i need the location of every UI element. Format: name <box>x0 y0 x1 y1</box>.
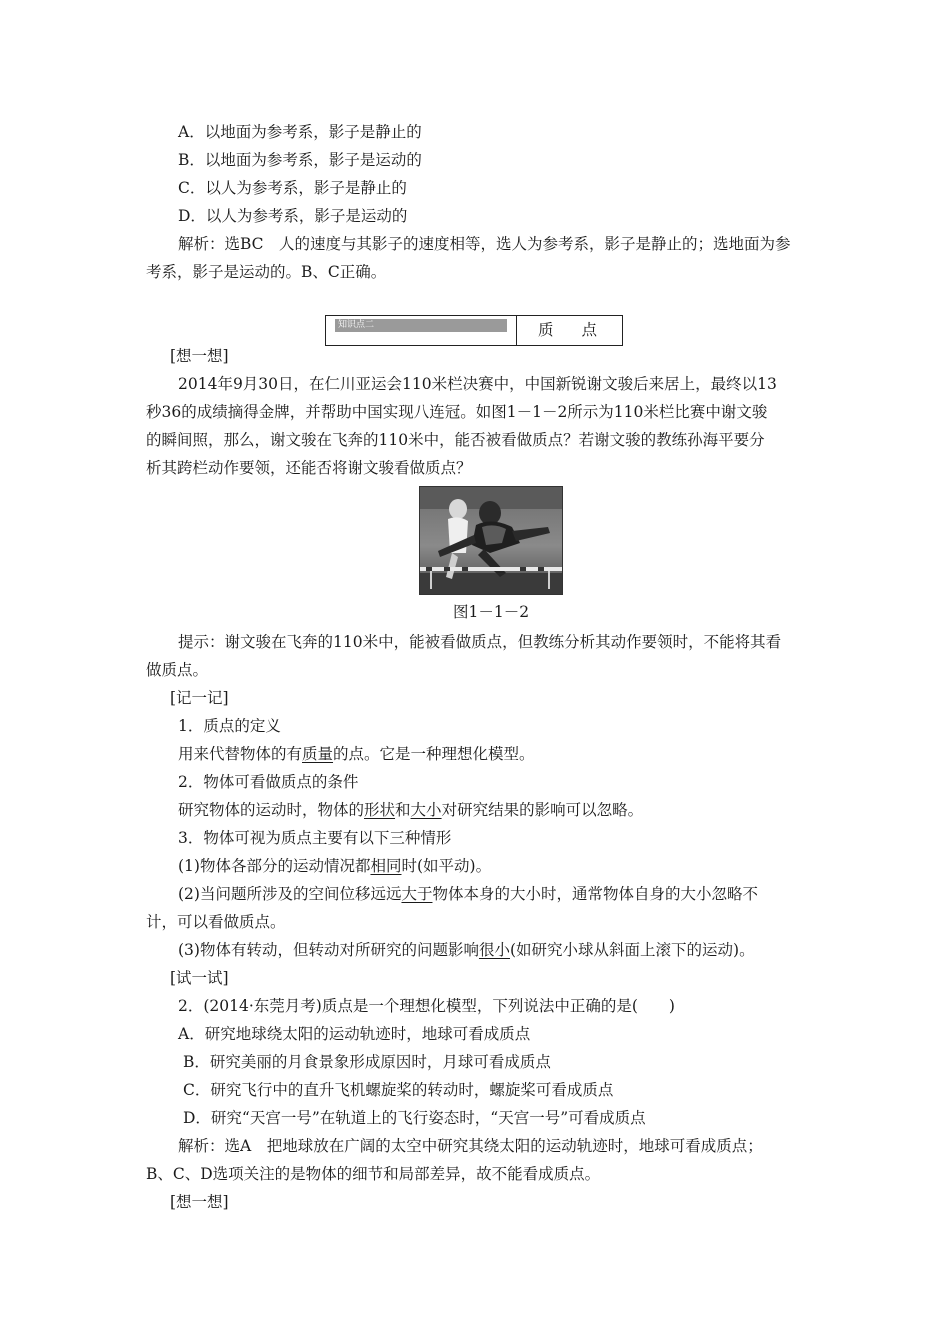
hint-line: 提示：谢文骏在飞奔的110米中，能被看做质点，但教练分析其动作要领时，不能将其看 <box>178 633 782 651</box>
underlined-term: 很小 <box>478 941 510 959</box>
answer-explanation: 解析：选A 把地球放在广阔的太空中研究其绕太阳的运动轨迹时，地球可看成质点； <box>178 1137 763 1155</box>
underlined-term: 相同 <box>370 857 402 875</box>
question-stem: 2．(2014·东莞月考)质点是一个理想化模型，下列说法中正确的是( ) <box>178 997 675 1015</box>
section-try: [试一试] <box>170 969 229 987</box>
definition-line: 用来代替物体的有质量的点。它是一种理想化模型。 <box>178 745 535 763</box>
paragraph-line: 2014年9月30日，在仁川亚运会110米栏决赛中，中国新锐谢文骏后来居上，最终以13 <box>178 375 777 393</box>
knowledge-point-tag: 知识点二 <box>335 319 507 332</box>
option-a: A．以地面为参考系，影子是静止的 <box>178 123 422 141</box>
subheading: 3．物体可视为质点主要有以下三种情形 <box>178 829 452 847</box>
option-d: D．研究“天宫一号”在轨道上的飞行姿态时，“天宫一号”可看成质点 <box>183 1109 646 1127</box>
section-think: [想一想] <box>170 1193 229 1211</box>
option-c: C．研究飞行中的直升飞机螺旋桨的转动时，螺旋桨可看成质点 <box>183 1081 614 1099</box>
answer-explanation: 解析：选BC 人的速度与其影子的速度相等，选人为参考系，影子是静止的；选地面为参 <box>178 235 791 253</box>
condition-line: 研究物体的运动时，物体的形状和大小对研究结果的影响可以忽略。 <box>178 801 644 819</box>
answer-explanation-cont: B、C、D选项关注的是物体的细节和局部差异，故不能看成质点。 <box>146 1165 601 1183</box>
paragraph-line: 秒36的成绩摘得金牌，并帮助中国实现八连冠。如图1－1－2所示为110米栏比赛中谢文骏 <box>146 403 768 421</box>
option-d: D．以人为参考系，影子是运动的 <box>178 207 408 225</box>
knowledge-point-header <box>325 315 626 346</box>
subheading: 2．物体可看做质点的条件 <box>178 773 359 791</box>
case-line: (3)物体有转动，但转动对所研究的问题影响很小(如研究小球从斜面上滚下的运动)。 <box>178 941 755 959</box>
paragraph-line: 析其跨栏动作要领，还能否将谢文骏看做质点？ <box>146 459 472 477</box>
subheading: 1．质点的定义 <box>178 717 281 735</box>
case-line-cont: 计，可以看做质点。 <box>146 913 286 931</box>
case-line: (2)当问题所涉及的空间位移远远大于物体本身的大小时，通常物体自身的大小忽略不 <box>178 885 758 903</box>
paragraph-line: 的瞬间照，那么，谢文骏在飞奔的110米中，能否被看做质点？若谢文骏的教练孙海平要分 <box>146 431 765 449</box>
section-think: [想一想] <box>170 347 229 365</box>
option-c: C．以人为参考系，影子是静止的 <box>178 179 407 197</box>
hurdler-photo <box>419 486 563 595</box>
option-b: B．研究美丽的月食景象形成原因时，月球可看成质点 <box>183 1053 551 1071</box>
option-a: A．研究地球绕太阳的运动轨迹时，地球可看成质点 <box>178 1025 531 1043</box>
knowledge-point-title: 质点 <box>538 321 626 339</box>
underlined-term: 形状 <box>364 801 396 819</box>
underlined-term: 质量 <box>302 745 334 763</box>
option-b: B．以地面为参考系，影子是运动的 <box>178 151 422 169</box>
hint-line-cont: 做质点。 <box>146 661 209 679</box>
underlined-term: 大小 <box>410 801 442 819</box>
figure-caption: 图1－1－2 <box>453 603 530 621</box>
section-remember: [记一记] <box>170 689 229 707</box>
underlined-term: 大于 <box>401 885 433 903</box>
header-divider <box>516 316 517 345</box>
answer-explanation-cont: 考系，影子是运动的。B、C正确。 <box>146 263 387 281</box>
case-line: (1)物体各部分的运动情况都相同时(如平动)。 <box>178 857 492 875</box>
